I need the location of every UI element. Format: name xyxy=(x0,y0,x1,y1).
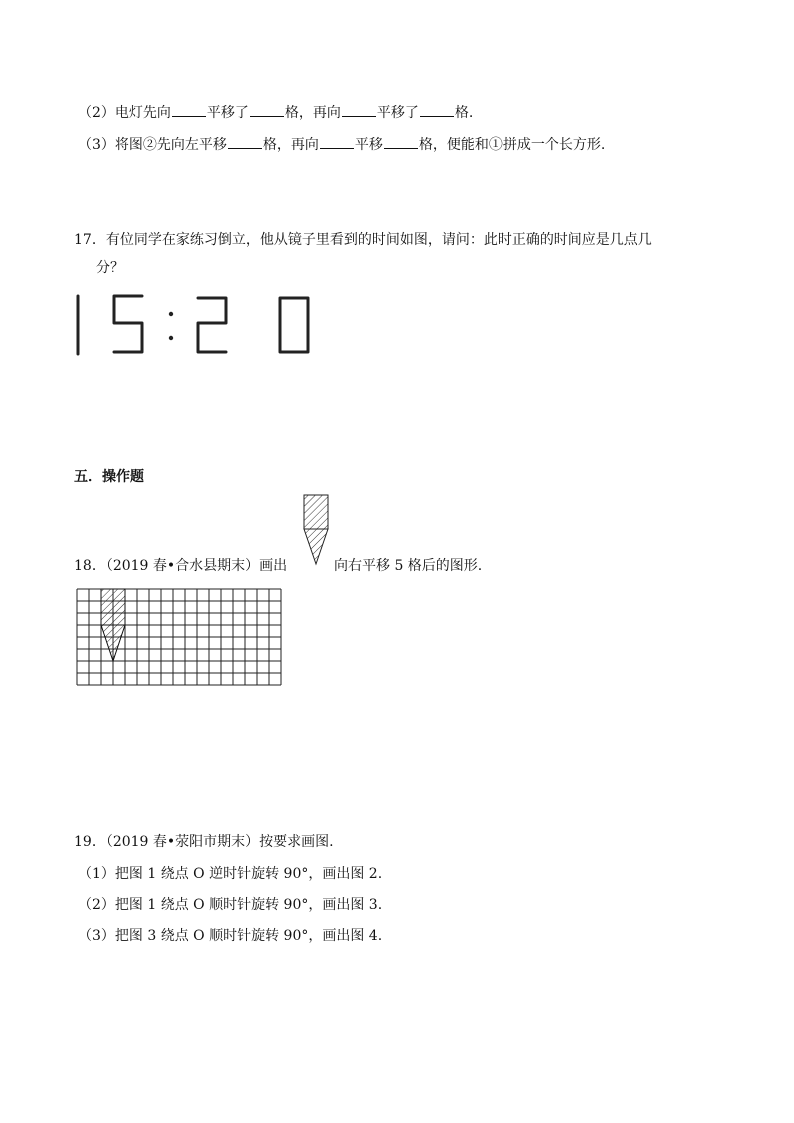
q18-text-after: 向右平移 5 格后的图形. xyxy=(334,558,483,574)
q16-part3: （3）将图②先向左平移 格，再向 平移 格，便能和①拼成一个长方形. xyxy=(78,134,605,155)
q16-part2: （2）电灯先向 平移了 格，再向 平移了 格. xyxy=(78,102,473,123)
section-title: 五．操作题 xyxy=(74,469,144,485)
pencil-shape-icon xyxy=(302,494,330,566)
q19-item-2: （2）把图 1 绕点 O 顺时针旋转 90°，画出图 3. xyxy=(78,897,383,913)
answer-blank[interactable] xyxy=(228,134,262,149)
answer-blank[interactable] xyxy=(320,134,354,149)
q17-text-line2: 分？ xyxy=(96,260,124,276)
q17-text-line1: 17．有位同学在家练习倒立，他从镜子里看到的时间如图，请问：此时正确的时间应是几点几 xyxy=(74,232,652,248)
q19-item-1: （1）把图 1 绕点 O 逆时针旋转 90°，画出图 2. xyxy=(78,866,383,882)
square-grid[interactable] xyxy=(76,588,284,688)
answer-blank[interactable] xyxy=(420,102,454,117)
mirrored-digital-clock xyxy=(70,292,320,358)
answer-blank[interactable] xyxy=(342,102,376,117)
q18-text-before: 18．（2019 春•合水县期末）画出 xyxy=(74,558,288,574)
q19-title: 19．（2019 春•荥阳市期末）按要求画图. xyxy=(74,834,334,850)
pencil-tip xyxy=(101,625,125,661)
pencil-body xyxy=(101,589,125,625)
q19-item-3: （3）把图 3 绕点 O 顺时针旋转 90°，画出图 4. xyxy=(78,928,383,944)
answer-blank[interactable] xyxy=(172,102,206,117)
answer-blank[interactable] xyxy=(384,134,418,149)
answer-blank[interactable] xyxy=(250,102,284,117)
